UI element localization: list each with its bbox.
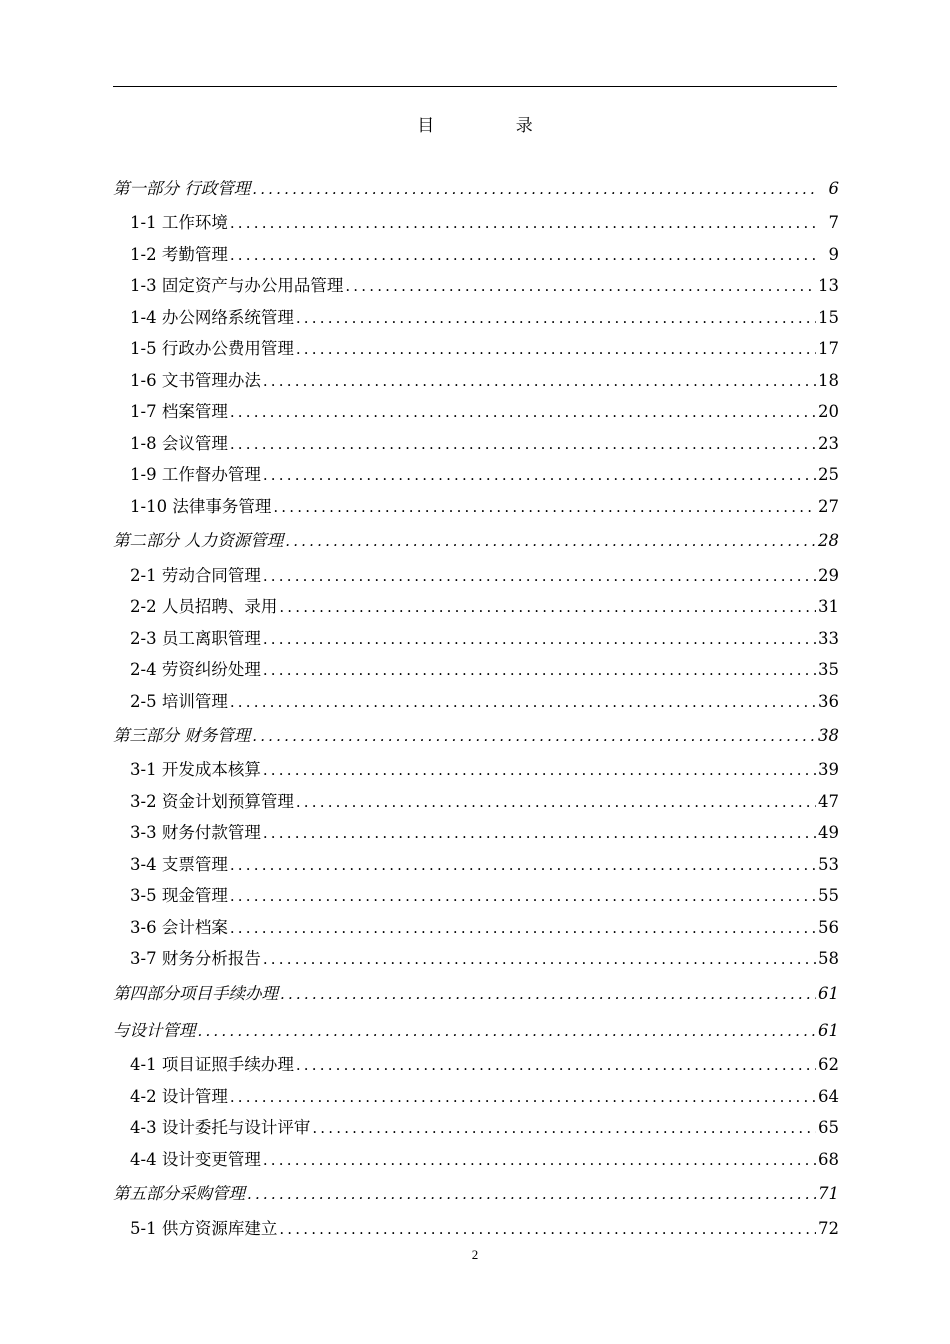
toc-section-entry[interactable] (113, 880, 839, 912)
toc-entry-label: 1-1 工作环境 (130, 213, 228, 233)
toc-section-entry[interactable] (113, 459, 839, 491)
toc-entry-label: 第一部分 行政管理 (113, 179, 251, 198)
toc-entry-page-number: 72 (818, 1218, 839, 1238)
toc-entry-page-number: 28 (818, 531, 839, 551)
toc-entry-page-number: 36 (818, 691, 839, 711)
toc-entry-page-number: 56 (818, 917, 839, 937)
toc-entry-label: 3-7 财务分析报告 (130, 949, 261, 969)
toc-dot-leader (230, 687, 816, 719)
toc-entry-page-number: 62 (818, 1055, 839, 1075)
toc-dot-leader (296, 1050, 816, 1082)
toc-section-entry[interactable] (113, 849, 839, 881)
toc-entry-label: 1-6 文书管理办法 (130, 370, 261, 390)
toc-entry-label: 2-4 劳资纠纷处理 (130, 660, 261, 680)
toc-entry-page-number: 7 (828, 213, 839, 233)
toc-dot-leader (296, 334, 816, 366)
toc-entry-label: 2-1 劳动合同管理 (130, 565, 261, 585)
toc-entry-label: 1-4 办公网络系统管理 (130, 307, 294, 327)
toc-entry-label: 第三部分 财务管理 (113, 726, 251, 746)
toc-entry-label: 1-2 考勤管理 (130, 244, 228, 264)
toc-entry-page-number: 58 (818, 949, 839, 969)
toc-entry-label: 1-8 会议管理 (130, 433, 228, 453)
toc-entry-page-number: 71 (818, 1184, 839, 1204)
toc-entry-page-number: 33 (818, 628, 839, 648)
toc-dot-leader (252, 718, 816, 754)
toc-dot-leader (263, 755, 816, 787)
toc-dot-leader (263, 460, 816, 492)
toc-entry-page-number: 23 (818, 433, 839, 453)
toc-dot-leader (263, 624, 816, 656)
toc-part-entry[interactable] (113, 717, 839, 754)
toc-entry-page-number: 65 (818, 1118, 839, 1138)
toc-entry-page-number: 49 (818, 823, 839, 843)
toc-entry-label: 1-7 档案管理 (130, 402, 228, 422)
toc-section-entry[interactable] (113, 270, 839, 302)
toc-section-entry[interactable] (113, 1144, 839, 1176)
toc-section-entry[interactable] (113, 1049, 839, 1081)
toc-dot-leader (230, 913, 816, 945)
toc-section-entry[interactable] (113, 560, 839, 592)
toc-title: 目 录 (417, 116, 571, 136)
toc-part-entry[interactable] (113, 522, 839, 559)
toc-entry-label: 4-4 设计变更管理 (130, 1149, 261, 1169)
toc-section-entry[interactable] (113, 207, 839, 239)
toc-entry-page-number: 13 (818, 276, 839, 296)
toc-entry-page-number: 17 (818, 339, 839, 359)
toc-section-entry[interactable] (113, 333, 839, 365)
toc-entry-page-number: 68 (818, 1149, 839, 1169)
toc-section-entry[interactable] (113, 654, 839, 686)
toc-section-entry[interactable] (113, 686, 839, 718)
toc-entry-page-number: 64 (818, 1086, 839, 1106)
toc-entry-label: 2-5 培训管理 (130, 691, 228, 711)
toc-entry-page-number: 47 (818, 791, 839, 811)
toc-entry-label: 3-1 开发成本核算 (130, 760, 261, 780)
toc-entry-label: 第二部分 人力资源管理 (113, 531, 284, 551)
toc-section-entry[interactable] (113, 623, 839, 655)
toc-entry-page-number: 53 (818, 854, 839, 874)
toc-section-entry[interactable] (113, 396, 839, 428)
toc-dot-leader (230, 397, 816, 429)
toc-section-entry[interactable] (113, 754, 839, 786)
toc-dot-leader (230, 881, 816, 913)
toc-entry-page-number: 61 (818, 983, 839, 1003)
toc-entry-label: 1-10 法律事务管理 (130, 496, 272, 516)
toc-part-entry[interactable] (113, 975, 839, 1012)
toc-entry-page-number: 27 (818, 496, 839, 516)
toc-list (113, 170, 839, 1244)
toc-section-entry[interactable] (113, 428, 839, 460)
toc-dot-leader (280, 976, 816, 1012)
toc-dot-leader (263, 366, 816, 398)
toc-dot-leader (296, 787, 816, 819)
toc-entry-label: 5-1 供方资源库建立 (130, 1218, 278, 1238)
toc-section-entry[interactable] (113, 817, 839, 849)
toc-dot-leader (252, 171, 819, 207)
toc-dot-leader (263, 818, 816, 850)
toc-dot-leader (263, 655, 816, 687)
toc-entry-page-number: 25 (818, 465, 839, 485)
toc-section-entry[interactable] (113, 912, 839, 944)
toc-section-entry[interactable] (113, 1213, 839, 1245)
toc-part-entry[interactable] (113, 170, 839, 207)
toc-entry-page-number: 39 (818, 760, 839, 780)
toc-entry-label: 3-4 支票管理 (130, 854, 228, 874)
toc-entry-label: 第五部分采购管理 (113, 1184, 245, 1204)
toc-entry-page-number: 31 (818, 597, 839, 617)
toc-entry-label: 2-3 员工离职管理 (130, 628, 261, 648)
toc-entry-page-number: 38 (818, 726, 839, 746)
toc-dot-leader (230, 850, 816, 882)
toc-dot-leader (230, 240, 819, 272)
toc-entry-label: 4-3 设计委托与设计评审 (130, 1118, 311, 1138)
toc-entry-page-number: 9 (828, 244, 839, 264)
toc-entry-label: 4-1 项目证照手续办理 (130, 1055, 294, 1075)
toc-entry-page-number: 20 (818, 402, 839, 422)
toc-entry-page-number: 18 (818, 370, 839, 390)
toc-dot-leader (345, 271, 816, 303)
toc-dot-leader (285, 523, 816, 559)
toc-dot-leader (263, 1145, 816, 1177)
toc-part-entry[interactable] (113, 1012, 839, 1049)
toc-entry-label: 第四部分项目手续办理 (113, 983, 278, 1003)
toc-entry-label: 1-3 固定资产与办公用品管理 (130, 276, 344, 296)
toc-entry-page-number: 15 (818, 307, 839, 327)
toc-entry-label: 3-6 会计档案 (130, 917, 228, 937)
toc-dot-leader (230, 208, 819, 240)
toc-dot-leader (263, 944, 816, 976)
toc-dot-leader (312, 1113, 816, 1145)
toc-entry-page-number: 29 (818, 565, 839, 585)
toc-entry-page-number: 35 (818, 660, 839, 680)
toc-entry-page-number: 55 (818, 886, 839, 906)
toc-entry-page-number: 61 (818, 1021, 839, 1041)
toc-dot-leader (296, 303, 816, 335)
toc-entry-label: 1-5 行政办公费用管理 (130, 339, 294, 359)
header-rule (113, 86, 837, 87)
toc-entry-label: 与设计管理 (113, 1021, 196, 1041)
page-number: 2 (471, 1247, 479, 1262)
toc-entry-label: 3-2 资金计划预算管理 (130, 791, 294, 811)
toc-section-entry[interactable] (113, 591, 839, 623)
toc-dot-leader (279, 1214, 816, 1246)
toc-entry-label: 3-3 财务付款管理 (130, 823, 261, 843)
toc-section-entry[interactable] (113, 1112, 839, 1144)
toc-dot-leader (230, 429, 816, 461)
toc-section-entry[interactable] (113, 302, 839, 334)
toc-section-entry[interactable] (113, 786, 839, 818)
toc-dot-leader (198, 1013, 817, 1049)
toc-entry-page-number: 6 (828, 179, 839, 198)
toc-entry-label: 1-9 工作督办管理 (130, 465, 261, 485)
toc-dot-leader (247, 1176, 816, 1212)
toc-entry-label: 4-2 设计管理 (130, 1086, 228, 1106)
toc-entry-label: 2-2 人员招聘、录用 (130, 597, 278, 617)
toc-section-entry[interactable] (113, 943, 839, 975)
toc-dot-leader (273, 492, 816, 524)
toc-section-entry[interactable] (113, 1081, 839, 1113)
toc-section-entry[interactable] (113, 491, 839, 523)
toc-dot-leader (263, 561, 816, 593)
toc-dot-leader (279, 592, 816, 624)
toc-section-entry[interactable] (113, 365, 839, 397)
toc-part-entry[interactable] (113, 1175, 839, 1212)
toc-section-entry[interactable] (113, 239, 839, 271)
toc-entry-label: 3-5 现金管理 (130, 886, 228, 906)
toc-dot-leader (230, 1082, 816, 1114)
